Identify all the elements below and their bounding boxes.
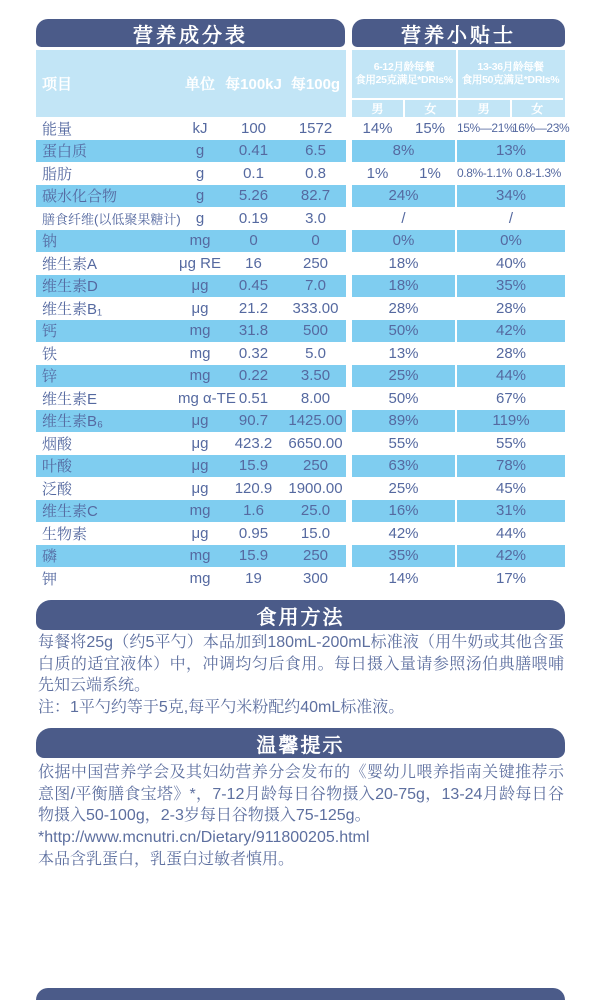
value-per-100g: 6650.00	[288, 434, 343, 452]
usage-instructions: 每餐将25g（约5平勺）本品加到180mL-200mL标准液（用牛奶或其他含蛋白质的适宜液体）中，冲调均匀后食用。每日摄入量请参照汤伯典膳喂哺先知云端系统。	[38, 634, 564, 695]
value-per-100kj: 0.95	[238, 524, 269, 542]
table-row	[36, 455, 565, 478]
value-per-100kj: 0.1	[243, 164, 264, 182]
column-header-item: 项目	[42, 76, 73, 93]
nutrient-unit: mg	[178, 545, 222, 568]
age-group-6-12-label: 6-12月龄每餐 食用25克满足*DRIs%	[355, 61, 453, 86]
value-per-100kj: 0.41	[222, 140, 285, 163]
nutrient-name: 叶酸	[36, 455, 178, 478]
nutrient-unit: mg	[189, 344, 211, 362]
nutrient-name: 烟酸	[42, 435, 73, 453]
dris-value: 16%	[352, 500, 456, 523]
nutrient-unit: mg	[178, 500, 222, 523]
value-per-100g: 0	[285, 230, 346, 253]
nutrient-name: 维生素C	[36, 500, 178, 523]
value-per-100kj: 423.2	[234, 434, 273, 452]
nutrient-unit: μg RE	[179, 254, 221, 272]
value-per-100kj: 21.2	[238, 299, 269, 317]
table-row	[36, 410, 565, 433]
table-row	[36, 365, 565, 388]
warm-tips-body	[38, 762, 564, 871]
table-row	[36, 207, 565, 230]
value-per-100g: 8.00	[300, 389, 331, 407]
nutrient-unit: mg	[178, 365, 222, 388]
nutrient-unit: kJ	[192, 119, 208, 137]
value-per-100g: 333.00	[292, 299, 339, 317]
female-label: 女	[510, 100, 564, 117]
column-header-per100g: 每100g	[290, 76, 341, 93]
dris-value: 0%	[352, 230, 456, 253]
value-per-100g: 250	[302, 254, 329, 272]
table-row	[36, 500, 565, 523]
nutrient-name: 膳食纤维(以低聚果糖计)	[42, 211, 181, 227]
dris-value: 18%	[352, 275, 456, 298]
dris-value: /	[456, 207, 565, 230]
value-per-100kj: 5.26	[222, 185, 285, 208]
nutrient-name: 铁	[42, 345, 58, 363]
table-row	[36, 297, 565, 320]
value-per-100g: 250	[285, 455, 346, 478]
nutrient-unit: μg	[191, 434, 209, 452]
dris-value: 25%	[352, 365, 456, 388]
dris-value: 1%	[366, 164, 389, 182]
nutrient-name: 能量	[42, 120, 73, 138]
table-row	[36, 185, 565, 208]
value-per-100kj: 0.45	[222, 275, 285, 298]
value-per-100g: 1572	[298, 119, 333, 137]
nutrient-name: 钙	[36, 320, 178, 343]
table-row	[36, 230, 565, 253]
dris-value: 50%	[352, 320, 456, 343]
value-per-100g: 300	[302, 569, 329, 587]
value-per-100kj: 100	[240, 119, 267, 137]
next-section-bar-cutoff	[36, 988, 565, 1000]
dris-value: 63%	[352, 455, 456, 478]
value-per-100kj: 120.9	[234, 479, 273, 497]
warm-tips-section-title: 温馨提示	[256, 734, 345, 757]
table-row	[36, 567, 565, 590]
dris-value: 67%	[456, 387, 565, 410]
value-per-100g: 6.5	[285, 140, 346, 163]
male-label: 男	[371, 102, 384, 116]
dris-value: 42%	[456, 545, 565, 568]
table-row	[36, 117, 565, 140]
dris-value: 1%	[404, 162, 456, 185]
usage-note: 注：1平勺约等于5克,每平勺米粉配约40mL标准液。	[38, 699, 405, 717]
dris-value: 18%	[388, 254, 419, 272]
dris-value: 35%	[456, 275, 565, 298]
nutrient-unit: mg	[178, 320, 222, 343]
nutrient-unit: μg	[191, 479, 209, 497]
dris-value: 15%—21%	[456, 117, 511, 140]
warm-tips-section-bar	[36, 728, 565, 758]
dris-value: 44%	[456, 522, 565, 545]
gender-subheader-6-12	[352, 98, 456, 117]
value-per-100kj: 19	[245, 569, 262, 587]
value-per-100kj: 15.9	[222, 455, 285, 478]
table-row	[36, 545, 565, 568]
usage-section-body	[38, 632, 564, 719]
dris-value: 35%	[352, 545, 456, 568]
nutrient-name: 维生素E	[42, 390, 98, 408]
table-row	[36, 275, 565, 298]
value-per-100g: 1425.00	[285, 410, 346, 433]
nutrient-name: 脂肪	[42, 165, 73, 183]
age-group-13-36-label: 13-36月龄每餐 食用50克满足*DRIs%	[461, 61, 560, 86]
dris-value: 14%	[388, 569, 419, 587]
value-per-100g: 500	[285, 320, 346, 343]
nutrient-name: 生物素	[42, 525, 88, 543]
nutrient-unit: μg	[178, 410, 222, 433]
usage-section-bar	[36, 600, 565, 630]
dris-value: 28%	[456, 342, 565, 365]
value-per-100kj: 15.9	[222, 545, 285, 568]
nutrient-name: 蛋白质	[36, 140, 178, 163]
nutrient-unit: μg	[191, 524, 209, 542]
nutrient-unit: g	[195, 209, 205, 227]
dris-value: 0%	[456, 230, 565, 253]
table-row	[36, 140, 565, 163]
dris-value: 24%	[352, 185, 456, 208]
value-per-100g: 15.0	[300, 524, 331, 542]
value-per-100kj: 0.19	[238, 209, 269, 227]
dris-value: 89%	[352, 410, 456, 433]
table-row	[36, 432, 565, 455]
value-per-100kj: 16	[245, 254, 262, 272]
nutrient-unit: μg	[178, 455, 222, 478]
gender-subheader-13-36	[458, 98, 563, 117]
nutrition-table-title: 营养成分表	[133, 24, 248, 47]
table-row	[36, 477, 565, 500]
dris-value: 44%	[456, 365, 565, 388]
value-per-100kj: 0.51	[238, 389, 269, 407]
female-label: 女	[403, 100, 456, 117]
table-row	[36, 387, 565, 410]
dris-value: 13%	[388, 344, 419, 362]
usage-section-title: 食用方法	[256, 606, 345, 629]
dris-value: 45%	[456, 477, 565, 500]
dris-value: 78%	[456, 455, 565, 478]
table-row	[36, 342, 565, 365]
dris-value: 42%	[388, 524, 419, 542]
value-per-100g: 3.0	[305, 209, 326, 227]
value-per-100g: 5.0	[305, 344, 326, 362]
value-per-100g: 7.0	[285, 275, 346, 298]
nutrient-name: 维生素B₆	[36, 410, 178, 433]
warm-tips-allergy: 本品含乳蛋白，乳蛋白过敏者慎用。	[38, 850, 295, 868]
value-per-100kj: 31.8	[222, 320, 285, 343]
dris-value: 17%	[456, 567, 565, 590]
value-per-100g: 3.50	[285, 365, 346, 388]
dris-value: 28%	[456, 297, 565, 320]
table-row	[36, 522, 565, 545]
nutrient-unit: g	[178, 140, 222, 163]
dris-value: 55%	[456, 432, 565, 455]
value-per-100g: 0.8	[305, 164, 326, 182]
dris-value: 55%	[388, 434, 419, 452]
value-per-100kj: 0.22	[222, 365, 285, 388]
value-per-100g: 250	[285, 545, 346, 568]
table-header-right	[352, 50, 565, 117]
nutrition-tips-title-bar	[352, 19, 565, 47]
age-group-6-12	[352, 50, 456, 117]
table-row	[36, 252, 565, 275]
dris-value: 0.8-1.3%	[511, 162, 565, 185]
dris-value: 0.8%-1.1%	[456, 162, 511, 185]
nutrient-unit: g	[178, 185, 222, 208]
dris-value: 15%	[404, 117, 456, 140]
nutrient-name: 钾	[42, 570, 58, 588]
male-label: 男	[477, 102, 490, 116]
value-per-100g: 1900.00	[288, 479, 343, 497]
dris-value: 42%	[456, 320, 565, 343]
nutrition-table-title-bar	[36, 19, 345, 47]
nutrient-unit: μg	[191, 299, 209, 317]
dris-value: 28%	[388, 299, 419, 317]
nutrient-unit: g	[195, 164, 205, 182]
value-per-100kj: 0.32	[238, 344, 269, 362]
dris-value: 13%	[456, 140, 565, 163]
nutrient-name: 碳水化合物	[36, 185, 178, 208]
nutrition-table	[36, 117, 570, 590]
age-group-13-36	[456, 50, 563, 117]
dris-value: 14%	[362, 119, 393, 137]
value-per-100g: 82.7	[285, 185, 346, 208]
nutrient-unit: mg	[178, 230, 222, 253]
value-per-100kj: 0	[222, 230, 285, 253]
value-per-100g: 25.0	[285, 500, 346, 523]
dris-value: 40%	[456, 252, 565, 275]
nutrient-name: 维生素B₁	[42, 300, 103, 318]
dris-value: 16%—23%	[511, 117, 565, 140]
table-row	[36, 320, 565, 343]
nutrient-name: 维生素D	[36, 275, 178, 298]
nutrient-name: 磷	[36, 545, 178, 568]
nutrient-unit: mg α-TE	[178, 389, 236, 407]
column-header-per100kj: 每100kJ	[225, 76, 282, 93]
value-per-100kj: 1.6	[222, 500, 285, 523]
dris-value: 34%	[456, 185, 565, 208]
column-header-unit: 单位	[184, 76, 215, 93]
nutrient-name: 锌	[36, 365, 178, 388]
warm-tips-url: *http://www.mcnutri.cn/Dietary/911800205.html	[38, 829, 370, 847]
nutrient-name: 维生素A	[42, 255, 98, 273]
warm-tips-guideline: 依据中国营养学会及其妇幼营养分会发布的《婴幼儿喂养指南关键推荐示意图/平衡膳食宝塔》*，7-12月龄每日谷物摄入20-75g，13-24月龄每日谷物摄入50-100g，2-3岁每日谷物摄入75-125g。	[38, 764, 564, 825]
nutrition-rows	[36, 117, 570, 590]
nutrient-unit: mg	[189, 569, 211, 587]
dris-value: 8%	[352, 140, 456, 163]
table-row	[36, 162, 565, 185]
nutrient-name: 钠	[36, 230, 178, 253]
value-per-100kj: 90.7	[222, 410, 285, 433]
nutrient-unit: μg	[178, 275, 222, 298]
nutrient-name: 泛酸	[42, 480, 73, 498]
table-header-left	[36, 50, 346, 117]
nutrition-tips-title: 营养小贴士	[401, 24, 516, 47]
dris-value: /	[401, 209, 406, 227]
dris-value: 119%	[456, 410, 565, 433]
dris-value: 25%	[388, 479, 419, 497]
dris-value: 31%	[456, 500, 565, 523]
dris-value: 50%	[388, 389, 419, 407]
